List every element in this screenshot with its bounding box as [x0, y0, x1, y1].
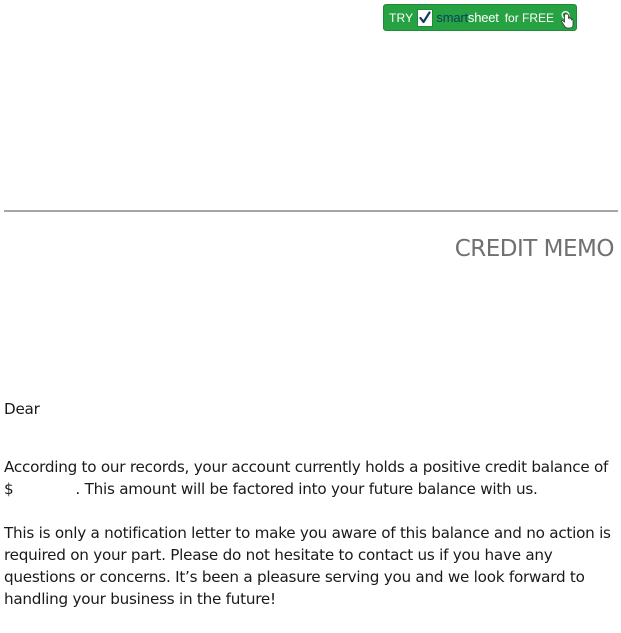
memo-title: CREDIT MEMO: [454, 236, 614, 262]
letter-body: [4, 398, 616, 610]
banner-try-label: TRY: [389, 10, 414, 25]
letter-greeting: Dear: [4, 400, 40, 418]
checkmark-icon: [417, 9, 433, 27]
banner-brand: [436, 10, 498, 25]
letter-paragraph-notice: This is only a notification letter to make you aware of this balance and no action is required on your part. Please do not hesitate to contact us if you have any questions or concerns. It’s been a pleasure serving you and we look forward to handling your business in the future!: [4, 524, 611, 608]
paragraph-balance-outro: . This amount will be factored into your future balance with us.: [75, 480, 538, 498]
banner-brand-sheet: sheet: [467, 10, 499, 25]
letter-paragraph-balance: [4, 456, 616, 500]
header-divider: [4, 210, 618, 212]
paragraph-balance-intro: According to our records, your account currently holds a positive credit balance of $: [4, 458, 609, 498]
pointer-hand-icon: [560, 11, 574, 32]
banner-brand-smart: smart: [436, 10, 468, 25]
banner-for-free-label: for FREE: [504, 10, 555, 25]
try-smartsheet-banner[interactable]: [383, 4, 577, 31]
